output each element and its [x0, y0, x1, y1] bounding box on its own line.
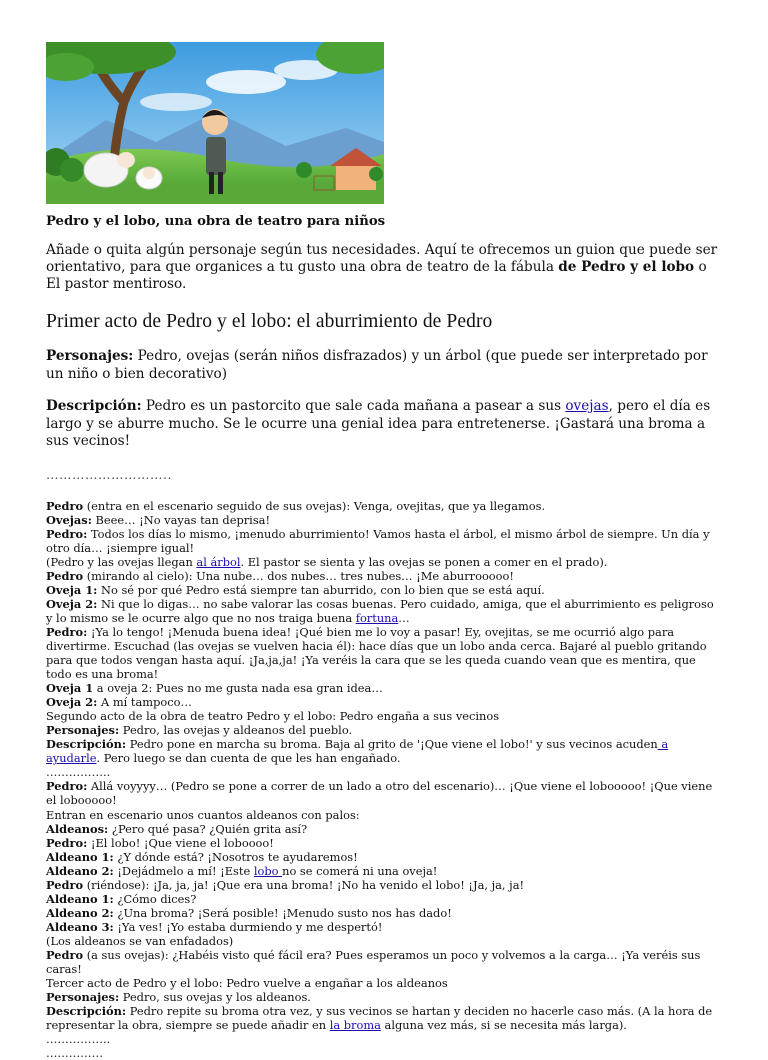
- pedro-leg: [209, 172, 214, 194]
- speaker: Pedro: [46, 878, 83, 892]
- line-text: ¿Cómo dices?: [114, 892, 197, 906]
- line-text: Todos los días lo mismo, ¡menudo aburrimiento! Vamos hasta el árbol, el mismo árbol de siempre. Un día y otro día… ¡siempre igual!: [46, 527, 710, 555]
- script-line: [46, 583, 722, 597]
- script-line: [46, 836, 722, 850]
- characters-text: Pedro, ovejas (serán niños disfrazados) y un árbol (que puede ser interpretado por un niño o bien decorativo): [46, 348, 708, 382]
- script-line: [46, 878, 722, 892]
- speaker: Personajes:: [46, 723, 119, 737]
- script-line: [46, 695, 722, 709]
- script-line: [46, 597, 722, 625]
- bush: [369, 167, 383, 181]
- speaker: Oveja 1: [46, 681, 93, 695]
- hero-illustration: [46, 42, 384, 204]
- link-ovejas[interactable]: ovejas: [565, 398, 608, 414]
- speaker: Aldeanos:: [46, 822, 108, 836]
- act3-heading: Tercer acto de Pedro y el lobo: Pedro vuelve a engañar a los aldeanos: [46, 976, 722, 990]
- script-line: [46, 555, 722, 569]
- line-text: no se comerá ni una oveja!: [282, 864, 437, 878]
- speaker: Aldeano 2:: [46, 864, 114, 878]
- description-paragraph: [46, 398, 722, 451]
- script-line: [46, 681, 722, 695]
- intro-text: Añade o quita algún personaje según tus necesidades. Aquí te ofrecemos un guion que puede ser orientativo, para que organices a tu gusto una obra de teatro de la fábula: [46, 242, 717, 275]
- speaker: Aldeano 1:: [46, 892, 114, 906]
- speaker: Pedro: [46, 569, 83, 583]
- script-line: [46, 948, 722, 976]
- script-line: [46, 990, 722, 1004]
- separator: ……………..: [46, 765, 722, 779]
- line-text: (entra en el escenario seguido de sus ovejas): Venga, ovejitas, que ya llegamos.: [83, 499, 545, 513]
- line-text: . Pero luego se dan cuenta de que les han engañado.: [96, 751, 400, 765]
- speaker: Pedro:: [46, 527, 87, 541]
- lamb-head: [143, 167, 155, 179]
- line-text: alguna vez más, si se necesita más larga).: [381, 1018, 627, 1032]
- separator: ……………..: [46, 1032, 722, 1046]
- link-fortuna[interactable]: fortuna: [356, 611, 399, 625]
- script-line: [46, 527, 722, 555]
- characters-label: Personajes:: [46, 348, 133, 364]
- speaker: Aldeano 2:: [46, 906, 114, 920]
- script-line: [46, 499, 722, 513]
- separator: ……………: [46, 1046, 722, 1060]
- play-script: [46, 499, 722, 1060]
- separator: ………………………..: [46, 467, 722, 482]
- script-line: [46, 779, 722, 807]
- line-text: Ni que lo digas… no sabe valorar las cosas buenas. Pero cuidado, amiga, que el aburrimiento es peligroso y lo mismo se le ocurre algo que no nos traiga buena: [46, 597, 714, 625]
- intro-paragraph: [46, 242, 722, 293]
- intro-bold: de Pedro y el lobo: [558, 259, 694, 275]
- script-line: [46, 723, 722, 737]
- line-text: Pedro, las ovejas y aldeanos del pueblo.: [119, 723, 352, 737]
- sheep-head: [117, 152, 135, 168]
- speaker: Descripción:: [46, 737, 126, 751]
- script-line: [46, 1004, 722, 1032]
- link-la-broma[interactable]: la broma: [330, 1018, 381, 1032]
- line-text: ¿Y dónde está? ¡Nosotros te ayudaremos!: [114, 850, 358, 864]
- speaker: Aldeano 1:: [46, 850, 114, 864]
- line-text: A mí tampoco…: [97, 695, 191, 709]
- image-caption: Pedro y el lobo, una obra de teatro para niños: [46, 214, 722, 229]
- pedro-leg: [218, 172, 223, 194]
- line-text: ¡El lobo! ¡Que viene el loboooo!: [87, 836, 274, 850]
- line-text: ¡Ya lo tengo! ¡Menuda buena idea! ¡Qué bien me lo voy a pasar! Ey, ovejitas, se me ocurrió algo para divertirme. Escuchad (las ovejas se vuelven hacia él): hace días que un lobo anda cerca. Bajaré al pueblo gritando para que todos vengan hasta aquí. ¡Ja,ja,ja! ¡Ya veréis la cara que se les queda cuando vean que es mentira, que todo es una broma!: [46, 625, 707, 681]
- script-line: [46, 569, 722, 583]
- script-line: [46, 513, 722, 527]
- line-text: ¡Ya ves! ¡Yo estaba durmiendo y me despertó!: [114, 920, 383, 934]
- line-text: ¿Pero qué pasa? ¿Quién grita así?: [108, 822, 307, 836]
- speaker: Pedro: [46, 499, 83, 513]
- line-text: (Pedro y las ovejas llegan: [46, 555, 196, 569]
- line-text: ¿Una broma? ¡Será posible! ¡Menudo susto nos has dado!: [114, 906, 452, 920]
- stage-direction: (Los aldeanos se van enfadados): [46, 934, 722, 948]
- stage-direction: Entran en escenario unos cuantos aldeanos con palos:: [46, 808, 722, 822]
- line-text: ¡Dejádmelo a mí! ¡Este: [114, 864, 254, 878]
- line-text: No sé por qué Pedro está siempre tan aburrido, con lo bien que se está aquí.: [97, 583, 544, 597]
- pedro-body: [206, 137, 226, 175]
- speaker: Pedro:: [46, 625, 87, 639]
- speaker: Pedro:: [46, 779, 87, 793]
- bush: [60, 158, 84, 182]
- script-line: [46, 822, 722, 836]
- link-arbol[interactable]: al árbol: [196, 555, 240, 569]
- line-text: (riéndose): ¡Ja, ja, ja! ¡Que era una broma! ¡No ha venido el lobo! ¡Ja, ja, ja!: [83, 878, 524, 892]
- script-line: [46, 850, 722, 864]
- document-page: [46, 42, 722, 1060]
- act2-heading: Segundo acto de la obra de teatro Pedro y el lobo: Pedro engaña a sus vecinos: [46, 709, 722, 723]
- line-text: a oveja 2: Pues no me gusta nada esa gran idea…: [93, 681, 383, 695]
- cloud: [206, 70, 286, 94]
- speaker: Oveja 2:: [46, 597, 97, 611]
- bush: [296, 162, 312, 178]
- speaker: Oveja 1:: [46, 583, 97, 597]
- script-line: [46, 737, 722, 765]
- hero-illustration-svg: [46, 42, 384, 204]
- speaker: Aldeano 3:: [46, 920, 114, 934]
- intro-text: o El pastor mentiroso.: [46, 259, 707, 292]
- speaker: Personajes:: [46, 990, 119, 1004]
- speaker: Ovejas:: [46, 513, 92, 527]
- description-text: , pero el día es largo y se aburre mucho. Se le ocurre una genial idea para entretenerse. ¡Gastará una broma a sus vecinos!: [46, 398, 710, 449]
- line-text: (mirando al cielo): Una nube… dos nubes… tres nubes… ¡Me aburrooooo!: [83, 569, 514, 583]
- line-text: Pedro, sus ovejas y los aldeanos.: [119, 990, 311, 1004]
- line-text: . El pastor se sienta y las ovejas se ponen a comer en el prado).: [241, 555, 608, 569]
- description-label: Descripción:: [46, 398, 142, 414]
- description-text: Pedro es un pastorcito que sale cada mañana a pasear a sus: [142, 398, 566, 414]
- line-text: Pedro repite su broma otra vez, y sus vecinos se hartan y deciden no hacerle caso más. (A la hora de representar la obra, siempre se puede añadir en: [46, 1004, 712, 1032]
- line-text: …: [398, 611, 409, 625]
- act1-title: Primer acto de Pedro y el lobo: el aburrimiento de Pedro: [46, 311, 722, 333]
- script-line: [46, 625, 722, 681]
- speaker: Descripción:: [46, 1004, 126, 1018]
- characters-paragraph: [46, 348, 722, 383]
- speaker: Oveja 2:: [46, 695, 97, 709]
- line-text: Pedro pone en marcha su broma. Baja al grito de '¡Que viene el lobo!' y sus vecinos acuden: [126, 737, 658, 751]
- speaker: Pedro:: [46, 836, 87, 850]
- script-line: [46, 892, 722, 906]
- line-text: Beee… ¡No vayas tan deprisa!: [92, 513, 270, 527]
- line-text: Allá voyyyy… (Pedro se pone a correr de un lado a otro del escenario)… ¡Que viene el lobooooo! ¡Que viene el lobooooo!: [46, 779, 712, 807]
- line-text: (a sus ovejas): ¿Habéis visto qué fácil era? Pues esperamos un poco y volvemos a la carga… ¡Ya veréis sus caras!: [46, 948, 700, 976]
- speaker: Pedro: [46, 948, 83, 962]
- cloud: [140, 93, 212, 111]
- link-ayudarle[interactable]: a ayudarle: [46, 737, 668, 765]
- script-line: [46, 920, 722, 934]
- script-line: [46, 864, 722, 878]
- script-line: [46, 906, 722, 920]
- link-lobo[interactable]: lobo: [254, 864, 282, 878]
